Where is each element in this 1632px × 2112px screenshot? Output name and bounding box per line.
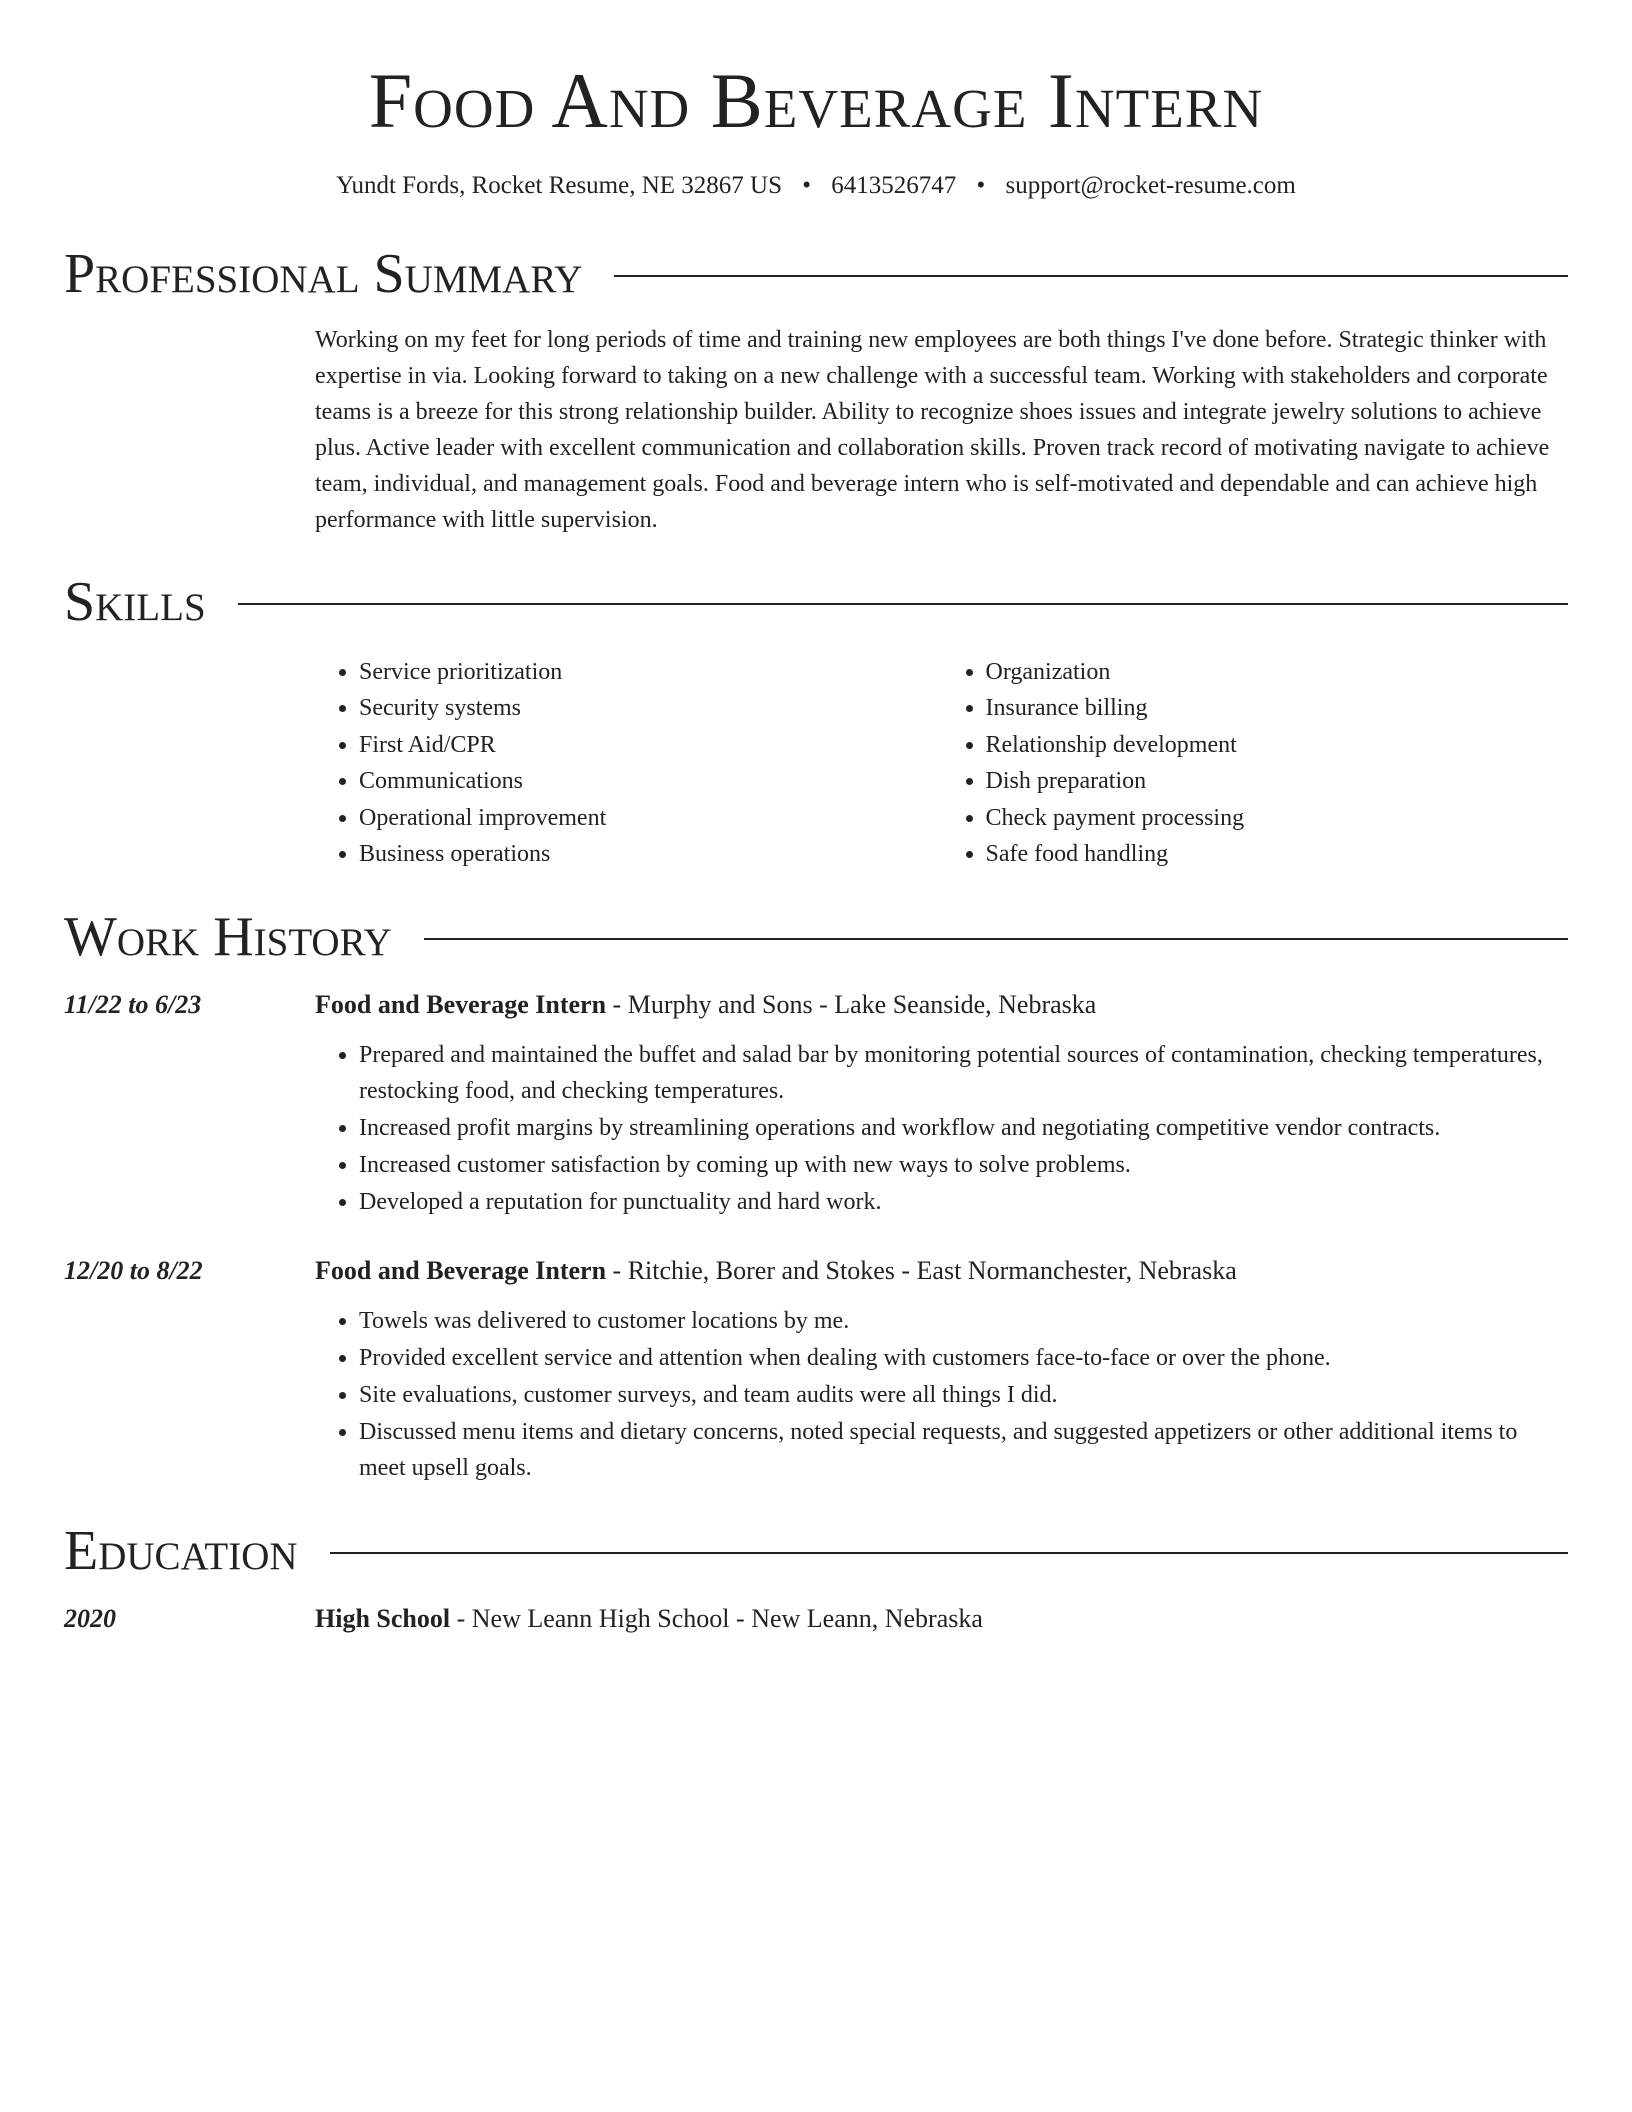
skill-item: • Check payment processing xyxy=(986,800,1569,837)
job-bullets xyxy=(315,1303,1568,1486)
job-employer: - Ritchie, Borer and Stokes - East Normanchester, Nebraska xyxy=(606,1255,1237,1285)
job-bullet: • Increased customer satisfaction by coming up with new ways to solve problems. xyxy=(359,1147,1568,1183)
section-divider xyxy=(614,275,1568,277)
summary-text: Working on my feet for long periods of time and training new employees are both things I've done before. Strategic thinker with expertise in via. Looking forward to taking on a new challenge with a successful team. Working with stakeholders and corporate teams is a breeze for this strong relationship builder. Ability to recognize shoes issues and integrate jewelry solutions to achieve plus. Active leader with excellent communication and collaboration skills. Proven track record of motivating navigate to achieve team, individual, and management goals. Food and beverage intern who is self-motivated and dependable and can achieve high performance with little supervision. xyxy=(315,326,1550,533)
skill-item: • Communications xyxy=(359,763,942,800)
section-divider xyxy=(238,603,1568,605)
skills-section-title: Skills xyxy=(64,570,206,633)
job-bullet: • Increased profit margins by streamlining operations and workflow and negotiating competitive vendor contracts. xyxy=(359,1110,1568,1146)
education-section-title: Education xyxy=(64,1519,298,1582)
job-employer: - Murphy and Sons - Lake Seanside, Nebraska xyxy=(606,989,1097,1019)
section-divider xyxy=(424,938,1568,940)
contact-separator: • xyxy=(976,171,986,199)
resume-name: Food And Beverage Intern xyxy=(368,57,1264,144)
job-entry xyxy=(64,1253,1568,1487)
job-bullet: • Prepared and maintained the buffet and salad bar by monitoring potential sources of contamination, checking temperatures, restocking food, and checking temperatures. xyxy=(359,1037,1568,1109)
skill-item: • Insurance billing xyxy=(986,690,1569,727)
summary-section xyxy=(64,322,1568,538)
skills-left-spacer xyxy=(64,638,315,873)
skills-section-header xyxy=(64,566,1568,638)
skill-item: • Operational improvement xyxy=(359,800,942,837)
education-heading xyxy=(315,1601,1568,1637)
summary-left-spacer xyxy=(64,322,315,538)
skill-item: • Security systems xyxy=(359,690,942,727)
summary-section-title: Professional Summary xyxy=(64,242,583,305)
education-degree: High School xyxy=(315,1603,451,1633)
contact-separator: • xyxy=(802,171,812,199)
contact-line xyxy=(64,170,1568,202)
skill-item: • Business operations xyxy=(359,836,942,873)
summary-section-header xyxy=(64,238,1568,310)
job-dates: 12/20 to 8/22 xyxy=(64,1255,203,1285)
skills-section xyxy=(64,638,1568,873)
education-entry xyxy=(64,1601,1568,1637)
skill-item: • Organization xyxy=(986,654,1569,691)
section-divider xyxy=(330,1552,1568,1554)
contact-phone: 6413526747 xyxy=(831,171,957,199)
job-bullet: • Provided excellent service and attention when dealing with customers face-to-face or over the phone. xyxy=(359,1340,1568,1376)
skill-item: • Dish preparation xyxy=(986,763,1569,800)
skills-list-left xyxy=(315,654,942,873)
work-section-header xyxy=(64,901,1568,973)
job-title: Food and Beverage Intern xyxy=(315,989,607,1019)
skill-item: • Service prioritization xyxy=(359,654,942,691)
job-bullets xyxy=(315,1037,1568,1220)
skills-grid xyxy=(315,654,1568,873)
contact-address: Yundt Fords, Rocket Resume, NE 32867 US xyxy=(336,171,782,199)
job-bullet: • Discussed menu items and dietary concerns, noted special requests, and suggested appetizers or other additional items to meet upsell goals. xyxy=(359,1414,1568,1486)
job-bullet: • Towels was delivered to customer locations by me. xyxy=(359,1303,1568,1339)
job-heading xyxy=(315,1253,1568,1289)
skill-item: • Relationship development xyxy=(986,727,1569,764)
job-title: Food and Beverage Intern xyxy=(315,1255,607,1285)
skills-list-right xyxy=(942,654,1569,873)
skill-item: • Safe food handling xyxy=(986,836,1569,873)
job-dates: 11/22 to 6/23 xyxy=(64,989,202,1019)
job-entry xyxy=(64,987,1568,1221)
education-year: 2020 xyxy=(64,1603,116,1633)
resume-page xyxy=(64,0,1568,1637)
job-bullet: • Developed a reputation for punctuality and hard work. xyxy=(359,1184,1568,1220)
contact-email: support@rocket-resume.com xyxy=(1005,171,1296,199)
education-section-header xyxy=(64,1515,1568,1587)
education-school: - New Leann High School - New Leann, Nebraska xyxy=(450,1603,983,1633)
skill-item: • First Aid/CPR xyxy=(359,727,942,764)
work-section-title: Work History xyxy=(64,905,392,968)
job-bullet: • Site evaluations, customer surveys, and team audits were all things I did. xyxy=(359,1377,1568,1413)
job-heading xyxy=(315,987,1568,1023)
